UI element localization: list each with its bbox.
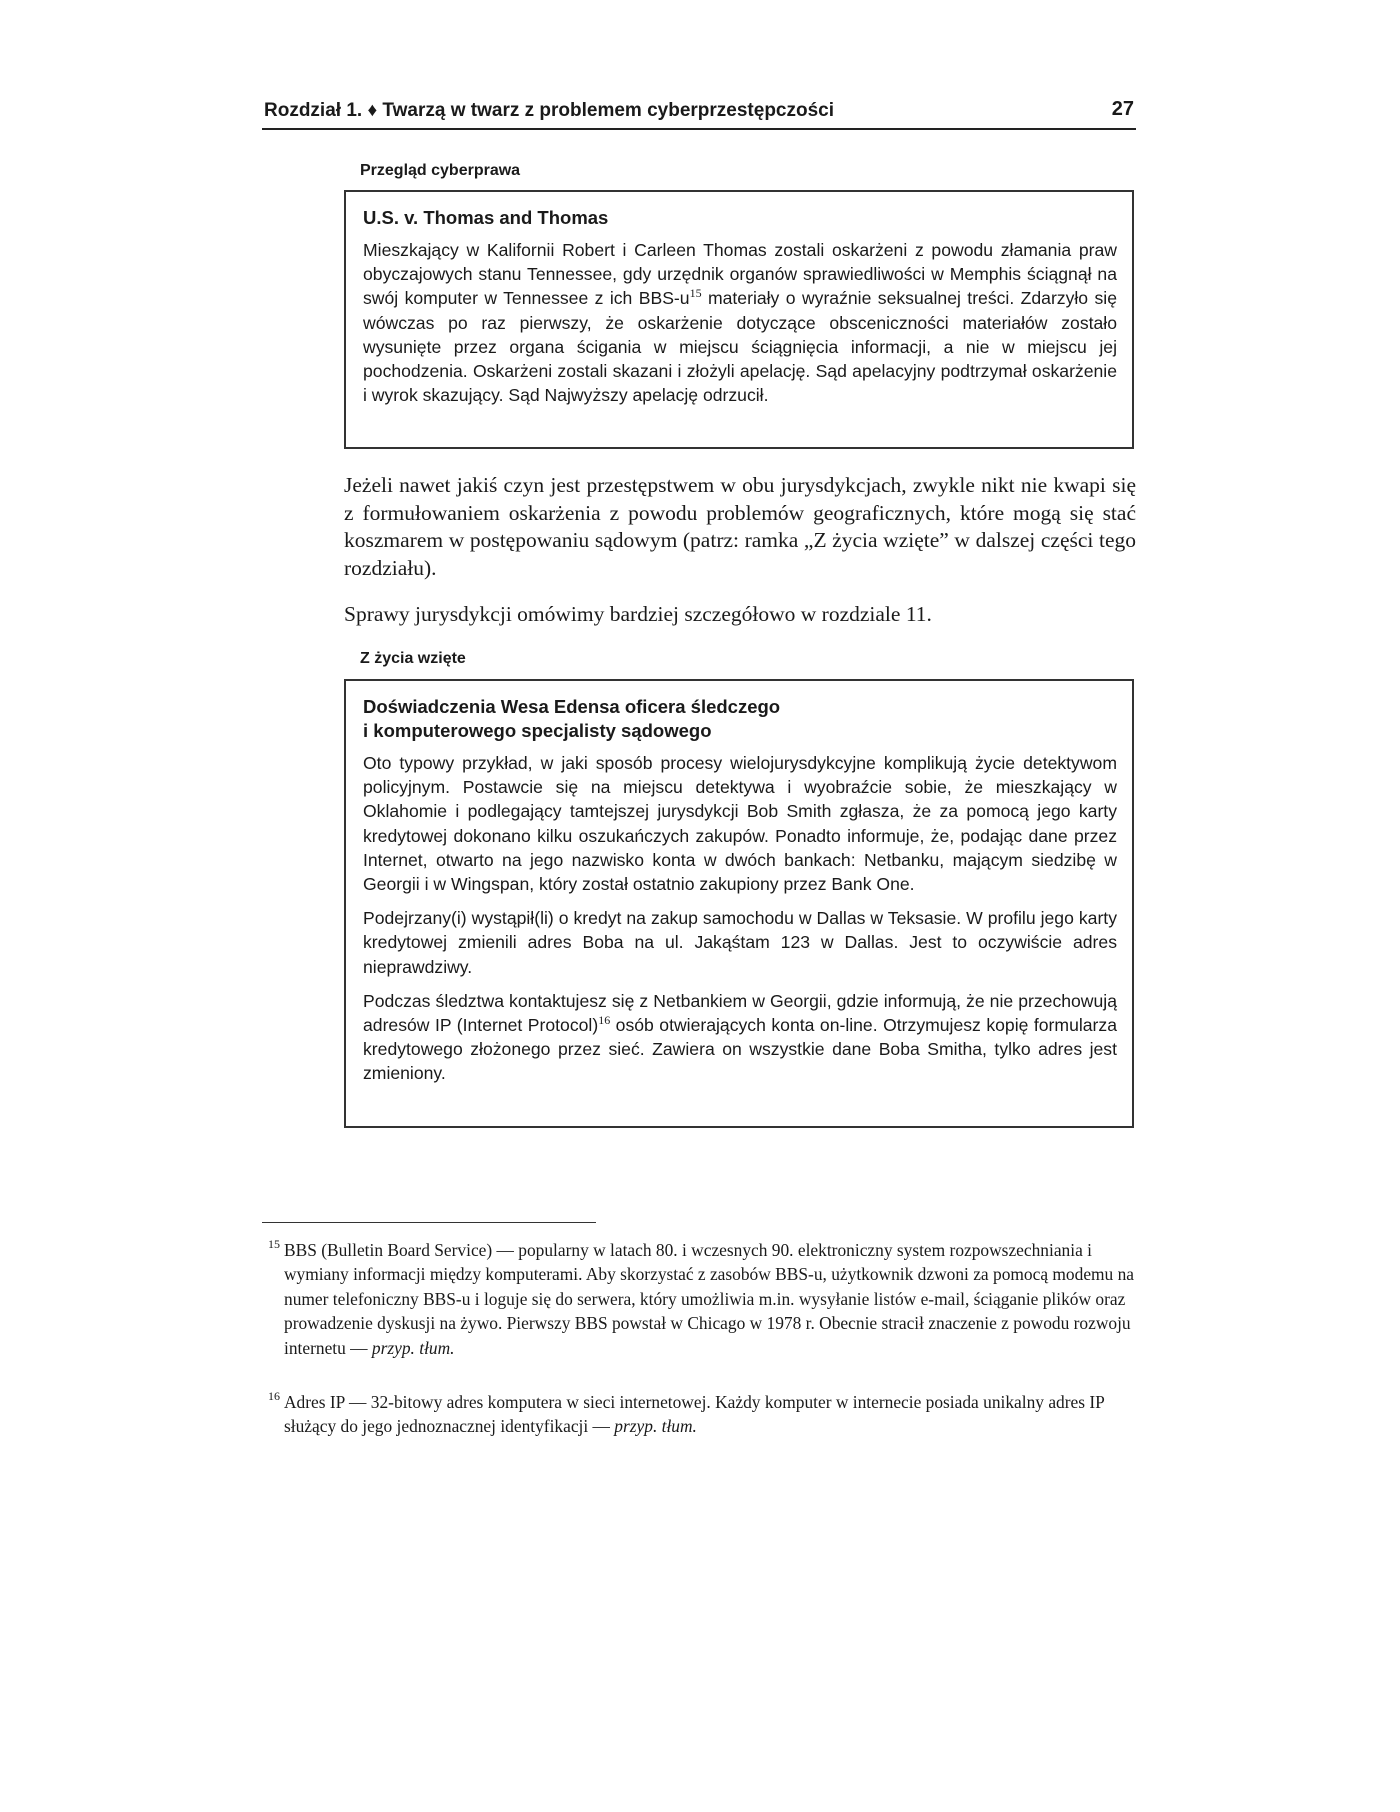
footnote-separator — [262, 1222, 596, 1223]
footnote-number: 15 — [268, 1237, 280, 1251]
translator-note: przyp. tłum. — [614, 1416, 697, 1437]
running-header — [262, 98, 1136, 130]
footnote-16: 16 Adres IP — 32-bitowy adres komputera w sieci internetowej. Każdy komputer w internecie posiada unikalny adres IP służący do jego jednoznacznej identyfikacji — przyp. tłum. — [268, 1390, 1136, 1439]
page-number: 27 — [1111, 98, 1134, 120]
real-life-paragraph-2: Podejrzany(i) wystąpił(li) o kredyt na zakup samochodu w Dallas w Teksasie. W profilu jego karty kredytowej zmienili adres Boba na ul. Jakąśtam 123 w Dallas. Jest to oczywiście adres nieprawdziwy. — [363, 908, 1117, 977]
footnote-ref-16[interactable]: 16 — [598, 1013, 611, 1028]
case-box — [344, 190, 1134, 449]
real-life-title: Doświadczenia Wesa Edensa oficera śledczego i komputerowego specjalisty sądowego — [363, 696, 781, 741]
footnote-ref-15[interactable]: 15 — [689, 286, 702, 301]
body-paragraph-2: Sprawy jurysdykcji omówimy bardziej szczegółowo w rozdziale 11. — [344, 602, 932, 626]
real-life-label: Z życia wzięte — [360, 650, 466, 667]
real-life-paragraph-1: Oto typowy przykład, w jaki sposób procesy wielojurysdykcyjne komplikują życie detektywom policyjnym. Postawcie się na miejscu detektywa i wyobraźcie sobie, że mieszkający w Oklahomie i podlegający tamtejszej jurysdykcji Bob Smith zgłasza, że za pomocą jego karty kredytowej dokonano kilku oszukańczych zakupów. Ponadto informuje, że, podając dane przez Internet, otwarto na jego nazwisko konta w dwóch bankach: Netbanku, mającym siedzibę w Georgii i w Wingspan, który został ostatnio zakupiony przez Bank One. — [363, 753, 1117, 895]
translator-note: przyp. tłum. — [371, 1337, 455, 1358]
chapter-title: Rozdział 1. ♦ Twarzą w twarz z problemem cyberprzestępczości — [264, 100, 835, 121]
case-title: U.S. v. Thomas and Thomas — [363, 207, 609, 228]
footnote-15: 15 BBS (Bulletin Board Service) — popularny w latach 80. i wczesnych 90. elektroniczny system rozpowszechniania i wymiany informacji między komputerami. Aby skorzystać z zasobów BBS-u, użytkownik dzwoni za pomocą modemu na numer telefoniczny BBS-u i loguje się do serwera, który umożliwia m.in. wysyłanie listów e-mail, ściąganie plików oraz prowadzenie dyskusji na żywo. Pierwszy BBS powstał w Chicago w 1978 r. Obecnie stracił znaczenie z powodu rozwoju internetu — przyp. tłum. — [268, 1238, 1136, 1360]
body-paragraph-1: Jeżeli nawet jakiś czyn jest przestępstwem w obu jurysdykcjach, zwykle nikt nie kwapi się z formułowaniem oskarżenia z powodu problemów geograficznych, które mogą się stać koszmarem w postępowaniu sądowym (patrz: ramka „Z życia wzięte” w dalszej części tego rozdziału). — [344, 473, 1136, 580]
footnote-number: 16 — [268, 1389, 280, 1403]
case-text: Mieszkający w Kalifornii Robert i Carleen Thomas zostali oskarżeni z powodu złamania praw obyczajowych stanu Tennessee, gdy urzędnik organów sprawiedliwości w Memphis ściągnął na swój komputer w Tennessee z ich BBS-$u^{15}$ materiały o wyraźnie seksualnej treści. Zdarzyło się wówczas po raz pierwszy, że oskarżenie dotyczące obsceniczności materiałów zostało wysunięte przez organa ścigania w miejscu ściągnięcia informacji, a nie w miejscu jej pochodzenia. Oskarżeni zostali skazani i złożyli apelację. Sąd apelacyjny podtrzymał oskarżenie i wyrok skazujący. Sąd Najwyższy apelację odrzucił. — [363, 240, 1117, 406]
real-life-paragraph-3: Podczas śledztwa kontaktujesz się z Netbankiem w Georgii, gdzie informują, że nie przechowują adresów IP (Internet Protocol)$^{16}$ osób otwierających konta on-line. Otrzymujesz kopię formularza kredytowego złożonego przez sieć. Zawiera on wszystkie dane Boba Smitha, tylko adres jest zmieniony. — [363, 990, 1117, 1084]
real-life-box — [344, 679, 1134, 1128]
cyberlaw-review-label: Przegląd cyberprawa — [360, 162, 521, 179]
